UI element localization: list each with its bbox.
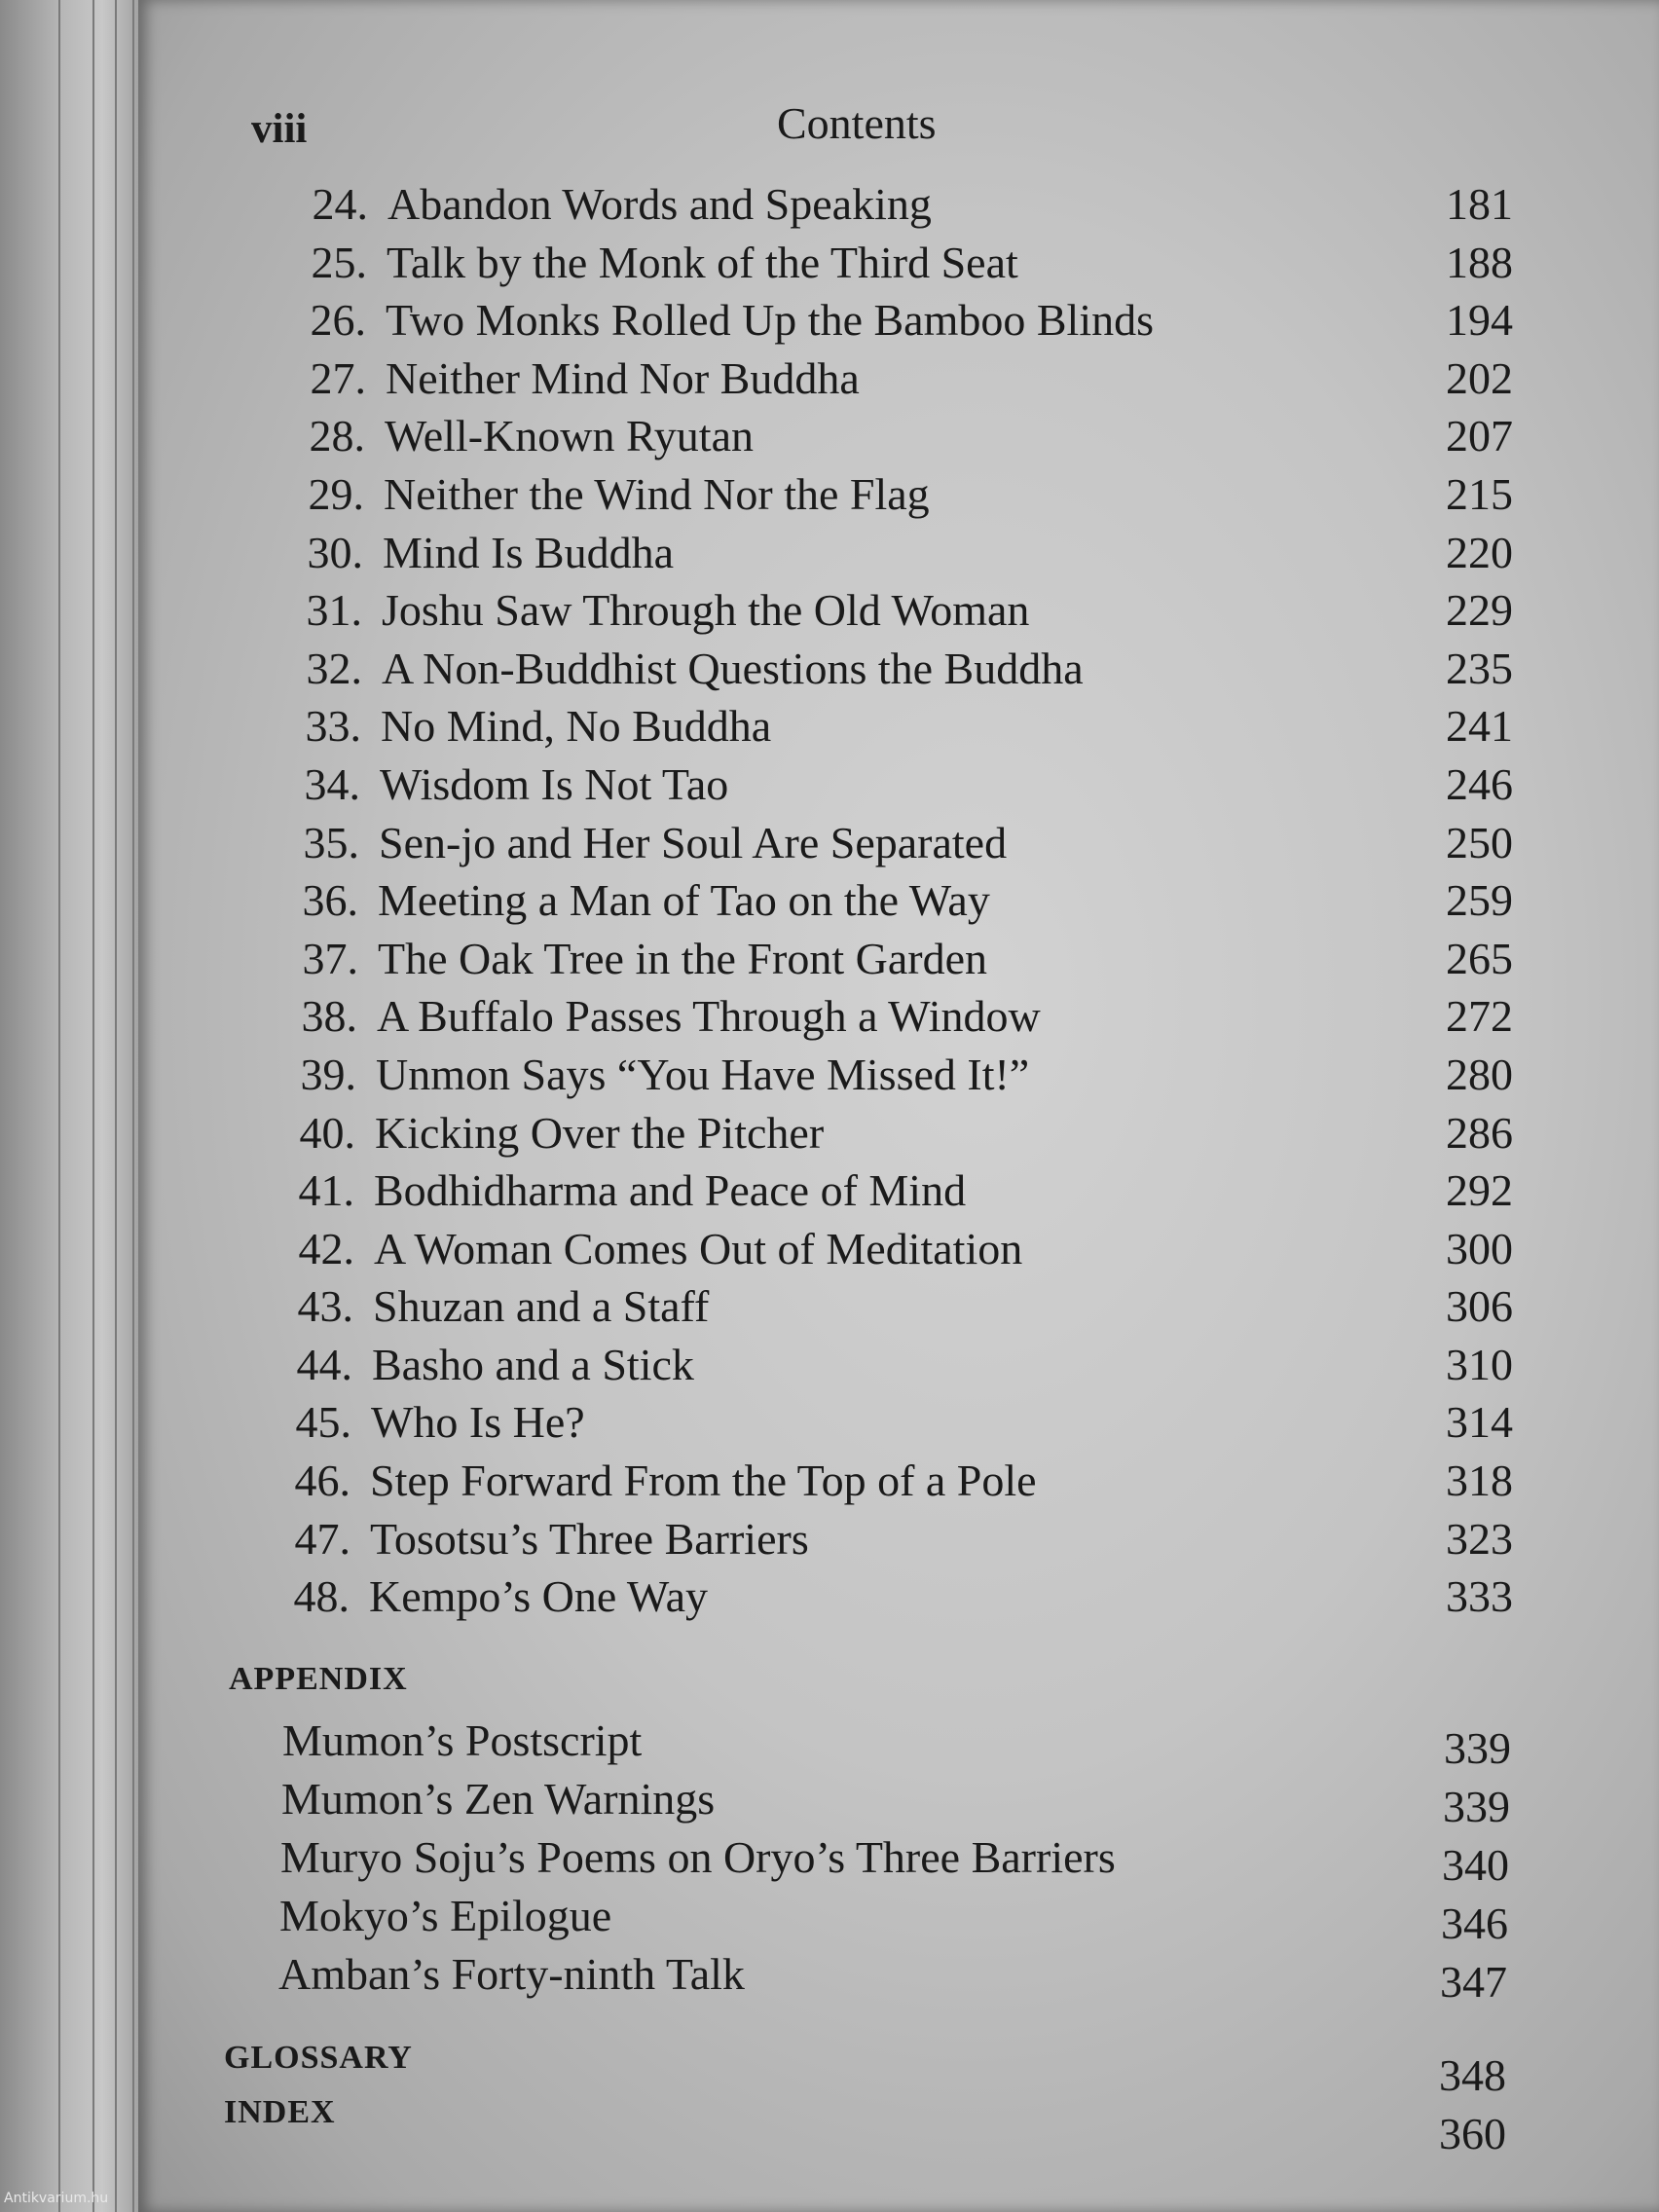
glossary-heading: GLOSSARY <box>224 2040 413 2076</box>
chapter-title: Mind Is Buddha <box>383 527 674 577</box>
appendix-title: Mokyo’s Epilogue <box>279 1891 612 1940</box>
appendix-entry <box>0 1828 1659 1890</box>
appendix-page-number: 339 <box>1444 1723 1511 1773</box>
chapter-title: Kempo’s One Way <box>369 1571 709 1622</box>
chapter-page-number: 215 <box>1446 468 1513 519</box>
toc-entry <box>0 1220 1659 1278</box>
toc-entry <box>0 1161 1659 1220</box>
appendix-list <box>0 1712 1659 2007</box>
chapter-page-number: 259 <box>1446 875 1513 926</box>
page-number-folio: viii <box>251 106 308 152</box>
chapter-title: Sen-jo and Her Soul Are Separated <box>379 817 1008 867</box>
chapter-number: 24. <box>312 179 368 229</box>
toc-entry <box>0 1277 1659 1336</box>
appendix-title: Amban’s Forty-ninth Talk <box>278 1949 745 1999</box>
chapter-title: Kicking Over the Pitcher <box>375 1107 825 1158</box>
chapter-page-number: 265 <box>1446 933 1513 983</box>
chapter-page-number: 229 <box>1446 585 1513 636</box>
chapter-page-number: 246 <box>1446 758 1513 809</box>
chapter-number: 31. <box>306 585 362 636</box>
chapter-title: Talk by the Monk of the Third Seat <box>387 237 1018 287</box>
chapter-page-number: 310 <box>1446 1339 1513 1389</box>
chapter-number: 39. <box>300 1049 356 1099</box>
chapter-page-number: 272 <box>1446 991 1513 1042</box>
chapter-number: 43. <box>297 1281 353 1332</box>
chapter-title: Joshu Saw Through the Old Woman <box>382 585 1030 636</box>
chapter-title: Neither Mind Nor Buddha <box>386 352 860 403</box>
toc-entry <box>0 407 1659 465</box>
chapter-number: 37. <box>302 933 358 983</box>
toc-entry <box>0 1046 1659 1104</box>
chapter-number: 41. <box>298 1165 354 1216</box>
chapter-title: Unmon Says “You Have Missed It!” <box>376 1049 1030 1099</box>
appendix-title: Mumon’s Postscript <box>282 1715 643 1765</box>
chapter-title: Meeting a Man of Tao on the Way <box>378 875 990 926</box>
chapter-number: 45. <box>295 1397 351 1448</box>
chapter-number: 34. <box>304 758 360 809</box>
chapter-number: 28. <box>309 411 365 461</box>
chapter-page-number: 207 <box>1446 411 1513 461</box>
chapter-number: 38. <box>301 991 357 1042</box>
chapter-page-number: 235 <box>1446 643 1513 693</box>
chapter-title: Basho and a Stick <box>372 1339 694 1389</box>
toc-entry <box>0 814 1659 872</box>
toc-entry <box>0 1567 1659 1626</box>
page-header <box>251 97 1513 156</box>
chapter-number: 33. <box>305 701 361 752</box>
chapter-title: A Buffalo Passes Through a Window <box>377 991 1041 1042</box>
toc-entry <box>0 581 1659 640</box>
appendix-entry <box>0 1887 1659 1948</box>
chapter-number: 36. <box>302 875 358 926</box>
chapter-number: 27. <box>310 352 366 403</box>
index-heading: INDEX <box>224 2094 336 2130</box>
toc-entry <box>0 524 1659 582</box>
toc-entry <box>0 640 1659 698</box>
toc-entry <box>0 987 1659 1046</box>
chapter-number: 32. <box>306 643 362 693</box>
chapter-page-number: 181 <box>1446 179 1513 229</box>
chapter-page-number: 280 <box>1446 1049 1513 1099</box>
toc-entry <box>0 1104 1659 1162</box>
appendix-page-number: 339 <box>1443 1782 1510 1831</box>
appendix-page-number: 347 <box>1440 1957 1507 2007</box>
chapter-title: Wisdom Is Not Tao <box>380 758 729 809</box>
chapter-title: Tosotsu’s Three Barriers <box>370 1513 809 1564</box>
chapter-number: 26. <box>310 295 366 346</box>
appendix-entry <box>0 1712 1659 1773</box>
chapter-title: Well-Known Ryutan <box>385 411 755 461</box>
chapter-page-number: 241 <box>1446 701 1513 752</box>
chapter-title: Who Is He? <box>371 1397 585 1448</box>
chapter-page-number: 286 <box>1446 1107 1513 1158</box>
chapter-page-number: 292 <box>1446 1165 1513 1216</box>
toc-entry <box>0 756 1659 814</box>
toc-entry <box>0 291 1659 350</box>
appendix-entry <box>0 1945 1659 2007</box>
chapter-page-number: 306 <box>1446 1281 1513 1332</box>
appendix-page-number: 340 <box>1442 1840 1509 1890</box>
chapter-number: 48. <box>293 1571 350 1622</box>
chapter-title: Bodhidharma and Peace of Mind <box>374 1165 967 1216</box>
toc-entry <box>0 175 1659 234</box>
appendix-heading: APPENDIX <box>229 1661 408 1697</box>
toc-entry <box>0 1452 1659 1510</box>
appendix-title: Muryo Soju’s Poems on Oryo’s Three Barriers <box>280 1832 1116 1882</box>
chapter-page-number: 220 <box>1446 527 1513 577</box>
chapter-page-number: 300 <box>1446 1223 1513 1273</box>
chapter-title: Shuzan and a Staff <box>373 1281 710 1332</box>
appendix-page-number: 346 <box>1441 1899 1508 1948</box>
chapter-number: 44. <box>296 1339 352 1389</box>
chapter-title: A Woman Comes Out of Meditation <box>374 1223 1023 1273</box>
chapter-title: Abandon Words and Speaking <box>387 179 932 229</box>
chapter-number: 30. <box>307 527 363 577</box>
chapter-number: 40. <box>299 1107 355 1158</box>
toc-entry <box>0 697 1659 756</box>
chapter-number: 47. <box>294 1513 350 1564</box>
chapter-title: No Mind, No Buddha <box>381 701 772 752</box>
toc-entry <box>0 234 1659 292</box>
chapter-title: Step Forward From the Top of a Pole <box>370 1456 1037 1506</box>
chapter-number: 46. <box>294 1456 350 1506</box>
chapter-page-number: 202 <box>1446 352 1513 403</box>
chapter-page-number: 250 <box>1446 817 1513 867</box>
chapter-page-number: 188 <box>1446 237 1513 287</box>
running-title: Contents <box>777 98 937 148</box>
toc-entry <box>0 1336 1659 1394</box>
chapter-title: A Non-Buddhist Questions the Buddha <box>382 643 1084 693</box>
toc-entry <box>0 930 1659 988</box>
watermark: Antikvarium.hu <box>4 2191 109 2206</box>
chapter-number: 25. <box>311 237 367 287</box>
chapter-title: Two Monks Rolled Up the Bamboo Blinds <box>386 295 1155 346</box>
chapter-title: Neither the Wind Nor the Flag <box>384 468 930 519</box>
contents-list <box>0 175 1659 1626</box>
chapter-number: 42. <box>298 1223 354 1273</box>
toc-entry <box>0 1510 1659 1568</box>
index-page: 360 <box>1439 2109 1506 2158</box>
chapter-page-number: 318 <box>1446 1456 1513 1506</box>
toc-entry <box>0 350 1659 408</box>
chapter-page-number: 333 <box>1446 1571 1513 1622</box>
chapter-number: 35. <box>303 817 359 867</box>
appendix-entry <box>0 1770 1659 1831</box>
toc-entry <box>0 465 1659 524</box>
toc-entry <box>0 871 1659 930</box>
chapter-page-number: 194 <box>1446 295 1513 346</box>
glossary-page: 348 <box>1439 2050 1506 2100</box>
chapter-title: The Oak Tree in the Front Garden <box>378 933 987 983</box>
chapter-page-number: 323 <box>1446 1513 1513 1564</box>
chapter-page-number: 314 <box>1446 1397 1513 1448</box>
toc-entry <box>0 1393 1659 1452</box>
chapter-number: 29. <box>308 468 364 519</box>
appendix-title: Mumon’s Zen Warnings <box>281 1774 716 1824</box>
